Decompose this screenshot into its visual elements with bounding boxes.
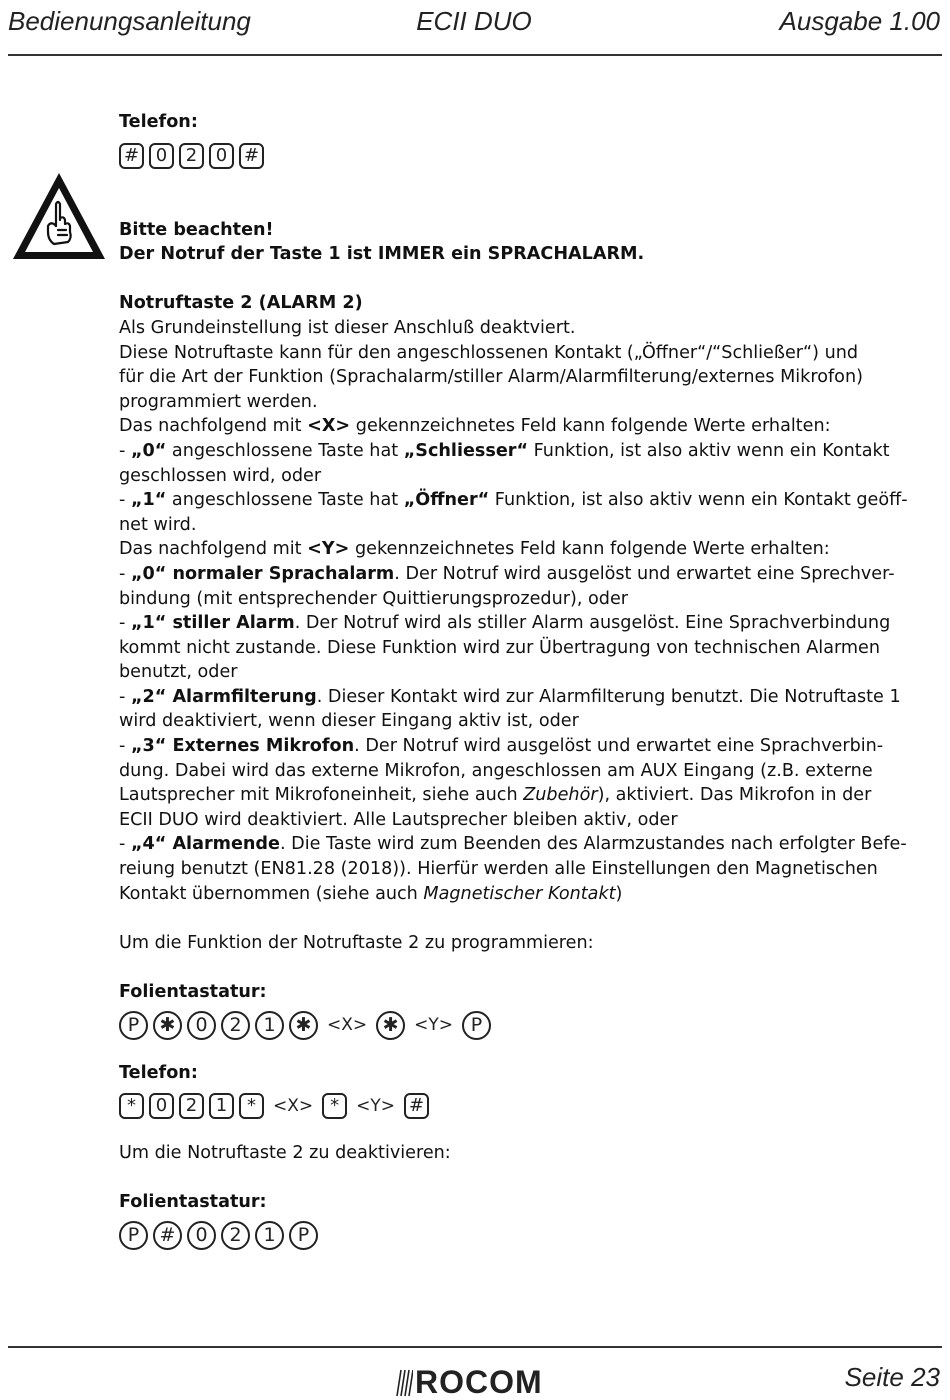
list-item: - „2“ Alarmfilterung. Dieser Kontakt wird zur Alarmfilterung benutzt. Die Notruftaste 1 xyxy=(119,686,901,707)
y-placeholder: <Y> xyxy=(414,1015,454,1036)
paragraph: Um die Funktion der Notruftaste 2 zu programmieren: xyxy=(119,932,594,953)
page-number: Seite 23 xyxy=(844,1362,940,1392)
document-body xyxy=(119,110,919,1259)
key-star: ✱ xyxy=(376,1011,405,1040)
foil-keyboard-label: Folientastatur: xyxy=(119,1192,267,1213)
key-hash: # xyxy=(119,143,144,169)
key-0: 0 xyxy=(149,1093,174,1119)
paragraph: Diese Notruftaste kann für den angeschlossenen Kontakt („Öffner“/“Schließer“) und xyxy=(119,342,859,363)
paragraph: programmiert werden. xyxy=(119,391,318,412)
header-divider xyxy=(8,54,942,56)
list-item-cont: Lautsprecher mit Mikrofoneinheit, siehe auch Zubehör), aktiviert. Das Mikrofon in der xyxy=(119,785,872,806)
phone-label: Telefon: xyxy=(119,1062,198,1083)
key-star: * xyxy=(119,1093,144,1119)
key-1: 1 xyxy=(209,1093,234,1119)
phone-label: Telefon: xyxy=(119,112,198,132)
list-item: - „3“ Externes Mikrofon. Der Notruf wird ausgelöst und erwartet eine Sprachverbin- xyxy=(119,736,884,757)
warning-text: Der Notruf der Taste 1 ist IMMER ein SPRACHALARM. xyxy=(119,244,645,265)
paragraph: Als Grundeinstellung ist dieser Anschluß deaktviert. xyxy=(119,317,576,338)
header-doc-type: Bedienungsanleitung xyxy=(8,6,251,36)
key-star: * xyxy=(239,1093,264,1119)
section-title: Notruftaste 2 (ALARM 2) xyxy=(119,293,363,314)
key-1: 1 xyxy=(255,1221,284,1250)
header-edition: Ausgabe 1.00 xyxy=(779,6,940,36)
paragraph: Um die Notruftaste 2 zu deaktivieren: xyxy=(119,1143,451,1164)
list-item-cont: benutzt, oder xyxy=(119,662,238,683)
warning-heading: Bitte beachten! xyxy=(119,219,274,240)
key-2: 2 xyxy=(179,143,204,169)
key-p: P xyxy=(289,1221,318,1250)
list-item: - „1“ angeschlossene Taste hat „Öffner“ Funktion, ist also aktiv wenn ein Kontakt geöff- xyxy=(119,490,908,511)
key-0: 0 xyxy=(187,1221,216,1250)
foil-key-sequence xyxy=(119,1217,919,1255)
key-2: 2 xyxy=(221,1221,250,1250)
list-item-cont: reiung benutzt (EN81.28 (2018)). Hierfür werden alle Einstellungen den Magnetischen xyxy=(119,859,878,880)
y-placeholder: <Y> xyxy=(356,1095,396,1116)
key-hash: # xyxy=(153,1221,182,1250)
key-star: ✱ xyxy=(289,1011,318,1040)
list-item-cont: Kontakt übernommen (siehe auch Magnetischer Kontakt) xyxy=(119,883,623,904)
paragraph: für die Art der Funktion (Sprachalarm/stiller Alarm/Alarmfilterung/externes Mikrofon) xyxy=(119,367,863,388)
paragraph: Das nachfolgend mit <Y> gekennzeichnetes Feld kann folgende Werte erhalten: xyxy=(119,539,830,560)
key-0: 0 xyxy=(187,1011,216,1040)
phone-key-sequence xyxy=(119,137,919,175)
list-item-cont: dung. Dabei wird das externe Mikrofon, angeschlossen am AUX Eingang (z.B. externe xyxy=(119,760,873,781)
key-1: 1 xyxy=(255,1011,284,1040)
key-p: P xyxy=(119,1221,148,1250)
footer-divider xyxy=(8,1346,942,1348)
list-item-cont: wird deaktiviert, wenn dieser Eingang aktiv ist, oder xyxy=(119,711,579,732)
list-item: - „0“ angeschlossene Taste hat „Schliesser“ Funktion, ist also aktiv wenn ein Kontakt xyxy=(119,440,890,461)
x-placeholder: <X> xyxy=(273,1095,314,1116)
logo-text: ROCOM xyxy=(415,1364,543,1400)
list-item-cont: geschlossen wird, oder xyxy=(119,465,322,486)
page-header xyxy=(8,6,940,38)
key-0: 0 xyxy=(149,143,174,169)
key-2: 2 xyxy=(179,1093,204,1119)
paragraph: Das nachfolgend mit <X> gekennzeichnetes Feld kann folgende Werte erhalten: xyxy=(119,416,831,437)
warning-hand-icon xyxy=(10,170,108,262)
list-item-cont: net wird. xyxy=(119,514,197,535)
list-item: - „4“ Alarmende. Die Taste wird zum Beenden des Alarmzustandes nach erfolgter Befe- xyxy=(119,834,907,855)
x-placeholder: <X> xyxy=(327,1015,368,1036)
list-item-cont: kommt nicht zustande. Diese Funktion wird zur Übertragung von technischen Alarmen xyxy=(119,637,881,658)
key-hash: # xyxy=(404,1093,429,1119)
header-product: ECII DUO xyxy=(416,6,532,36)
key-hash: # xyxy=(239,143,264,169)
list-item-cont: ECII DUO wird deaktiviert. Alle Lautsprecher bleiben aktiv, oder xyxy=(119,809,678,830)
key-p: P xyxy=(119,1011,148,1040)
phone-key-sequence xyxy=(119,1087,919,1125)
key-star: ✱ xyxy=(153,1011,182,1040)
key-0: 0 xyxy=(209,143,234,169)
key-star: * xyxy=(322,1093,347,1119)
key-2: 2 xyxy=(221,1011,250,1040)
rocom-logo xyxy=(395,1363,543,1400)
list-item-cont: bindung (mit entsprechender Quittierungsprozedur), oder xyxy=(119,588,629,609)
list-item: - „0“ normaler Sprachalarm. Der Notruf wird ausgelöst und erwartet eine Sprechver- xyxy=(119,563,895,584)
foil-keyboard-label: Folientastatur: xyxy=(119,982,267,1002)
key-p: P xyxy=(462,1011,491,1040)
foil-key-sequence xyxy=(119,1007,919,1045)
list-item: - „1“ stiller Alarm. Der Notruf wird als stiller Alarm ausgelöst. Eine Sprachverbindung xyxy=(119,613,891,634)
logo-stripes-icon xyxy=(395,1369,413,1397)
